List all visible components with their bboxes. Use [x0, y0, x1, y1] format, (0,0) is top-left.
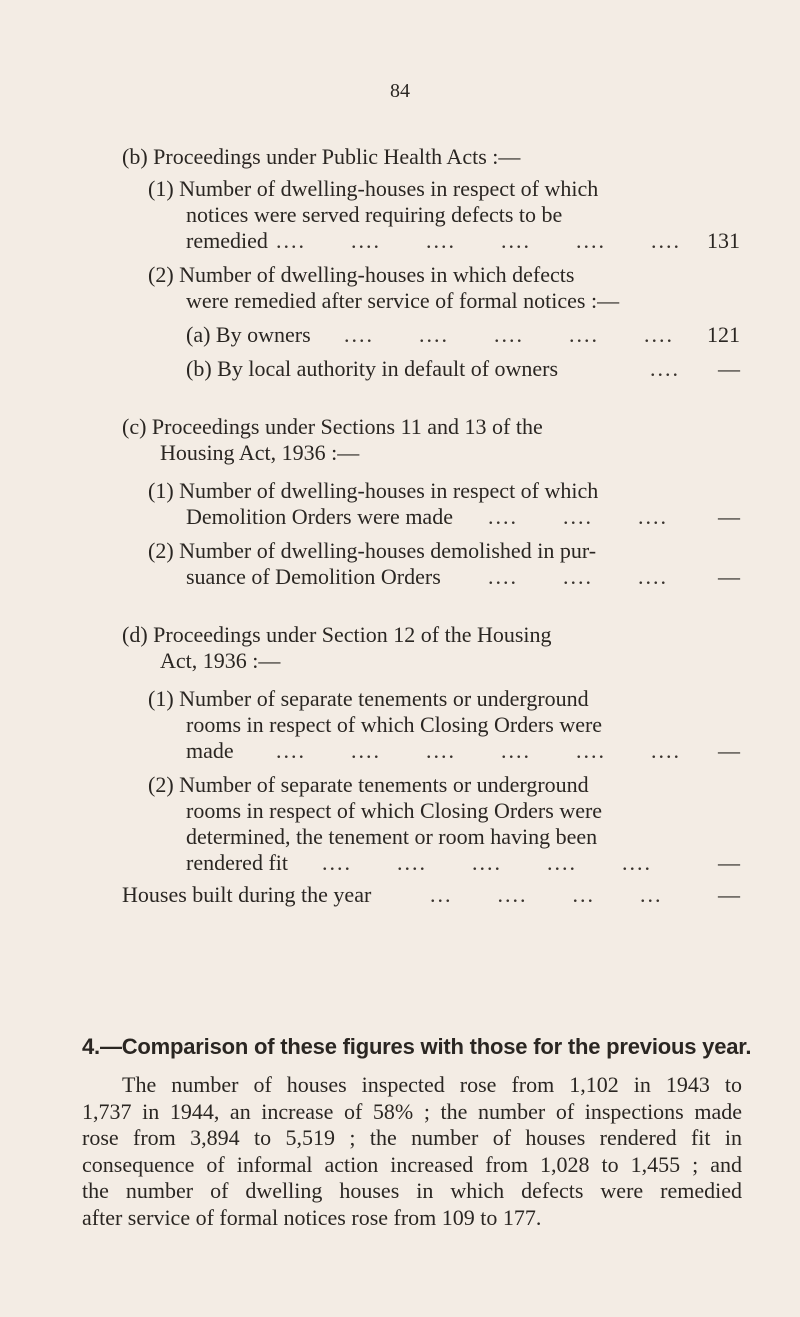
section-c-item1-value: — [718, 504, 740, 529]
section-c-heading-line1: (c) Proceedings under Sections 11 and 13 of the [122, 414, 543, 439]
paragraph-line: 1,737 in 1944, an increase of 58% ; the number of inspections made [82, 1098, 742, 1124]
comparison-heading: 4.—Comparison of these figures with those for the previous year. [82, 1034, 752, 1059]
section-b-item1-line3: remedied [186, 228, 268, 253]
section-d-item1-line1: (1) Number of separate tenements or underground [148, 686, 589, 711]
section-b-item1-line1: (1) Number of dwelling-houses in respect of which [148, 176, 599, 201]
section-d-item1-line2: rooms in respect of which Closing Orders were [186, 712, 603, 737]
section-c-item2-value: — [718, 564, 740, 589]
section-b-item2a-label: (a) By owners [186, 322, 311, 347]
section-b-heading: (b) Proceedings under Public Health Acts :— [122, 144, 521, 169]
section-b-item1-line2: notices were served requiring defects to be [186, 202, 563, 227]
section-d-item2-value: — [718, 850, 740, 875]
section-d-heading-line2: Act, 1936 :— [160, 648, 281, 673]
section-b-item2-line1: (2) Number of dwelling-houses in which defects [148, 262, 575, 287]
section-b-item2a-value: 121 [707, 322, 740, 347]
paragraph-line: rose from 3,894 to 5,519 ; the number of houses rendered fit in [82, 1125, 742, 1150]
section-c-item1-line2: Demolition Orders were made [186, 504, 453, 529]
houses-built-label: Houses built during the year [122, 882, 372, 907]
section-d-heading-line1: (d) Proceedings under Section 12 of the Housing [122, 622, 552, 647]
section-d-item2-line3: determined, the tenement or room having been [186, 824, 598, 849]
section-b-item2a-leader: .... .... .... .... .... [344, 322, 674, 347]
section-d-item1-leader: .... .... .... .... .... .... [276, 738, 681, 763]
section-d-item2-line1: (2) Number of separate tenements or underground [148, 772, 589, 797]
section-d-item1-line3: made [186, 738, 234, 763]
section-b-item2b-label: (b) By local authority in default of owners [186, 356, 559, 381]
comparison-paragraph [82, 1072, 742, 1231]
paragraph-line: the number of dwelling houses in which defects were remedied [82, 1178, 742, 1203]
section-c-item2-leader: .... .... .... [488, 564, 668, 589]
section-d-item2-line2: rooms in respect of which Closing Orders were [186, 798, 603, 823]
section-c-item2-line2: suance of Demolition Orders [186, 564, 441, 589]
section-d-item1-value: — [718, 738, 740, 763]
houses-built-value: — [718, 882, 740, 907]
paragraph-line: The number of houses inspected rose from 1,102 in 1943 to [122, 1072, 742, 1097]
section-c-heading-line2: Housing Act, 1936 :— [160, 440, 360, 465]
paragraph-line: after service of formal notices rose from 109 to 177. [82, 1204, 542, 1230]
section-b-item2-line2: were remedied after service of formal notices :— [186, 288, 620, 313]
section-c-item1-leader: .... .... .... [488, 504, 668, 529]
section-d-item2-leader: .... .... .... .... .... [322, 850, 652, 875]
section-c-item2-line1: (2) Number of dwelling-houses demolished in pur- [148, 538, 597, 563]
page-number: 84 [390, 80, 410, 102]
section-d-item2-line4: rendered fit [186, 850, 288, 875]
paragraph-line: consequence of informal action increased from 1,028 to 1,455 ; and [82, 1151, 742, 1177]
section-c-item1-line1: (1) Number of dwelling-houses in respect of which [148, 478, 599, 503]
section-b-item2b-leader: .... [650, 356, 680, 381]
section-b-item2b-value: — [718, 356, 740, 381]
houses-built-leader: ... .... ... ... [430, 882, 663, 907]
section-b-item1-value: 131 [707, 228, 740, 253]
section-b-item1-leader: .... .... .... .... .... .... [276, 228, 681, 253]
